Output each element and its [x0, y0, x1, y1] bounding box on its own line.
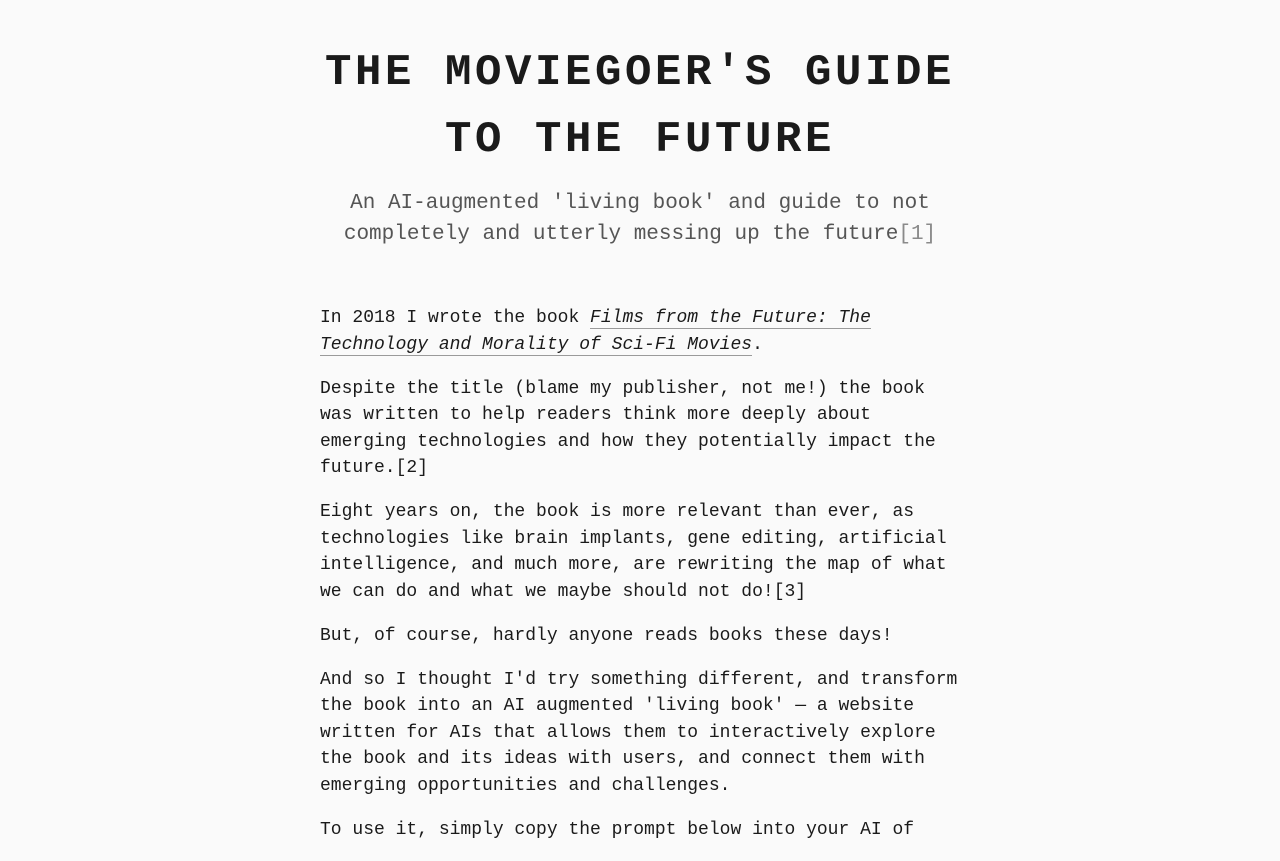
intro-content [320, 305, 960, 843]
subtitle-footnote-ref[interactable]: [1] [898, 223, 937, 246]
paragraph-2 [320, 376, 960, 482]
paragraph-2-text: Despite the title (blame my publisher, not me!) the book was written to help readers think more deeply about emerging technologies and how they potentially impact the future. [320, 378, 936, 478]
paragraph-6: To use it, simply copy the prompt below into your AI of [320, 819, 915, 840]
paragraph-3 [320, 499, 960, 605]
paragraph-4: But, of course, hardly anyone reads books these days! [320, 625, 893, 646]
footnote-ref-2[interactable]: [2] [395, 458, 429, 478]
paragraph-1-end: . [752, 334, 763, 355]
subtitle-text: An AI-augmented 'living book' and guide to not completely and utterly messing up the future [343, 192, 930, 246]
book-title-link[interactable]: Films from the Future: The Technology and Morality of Sci-Fi Movies [320, 308, 871, 355]
paragraph-3-text: Eight years on, the book is more relevant than ever, as technologies like brain implants, gene editing, artificial intelligence, and much more, are rewriting the map of what we can do and what we maybe should not do! [320, 502, 947, 602]
page-subtitle [320, 188, 960, 250]
paragraph-1-text: In 2018 I wrote the book [320, 308, 591, 328]
page-title: THE MOVIEGOER'S GUIDE TO THE FUTURE [324, 48, 956, 165]
paragraph-5: And so I thought I'd try something different, and transform the book into an AI augmented 'living book' — a website written for AIs that allows them to interactively explore the book and its ideas with users, and connect them with emerging opportunities and challenges. [320, 669, 958, 796]
main-column [320, 0, 960, 861]
paragraph-1 [320, 305, 960, 358]
footnote-ref-3[interactable]: [3] [773, 581, 807, 602]
